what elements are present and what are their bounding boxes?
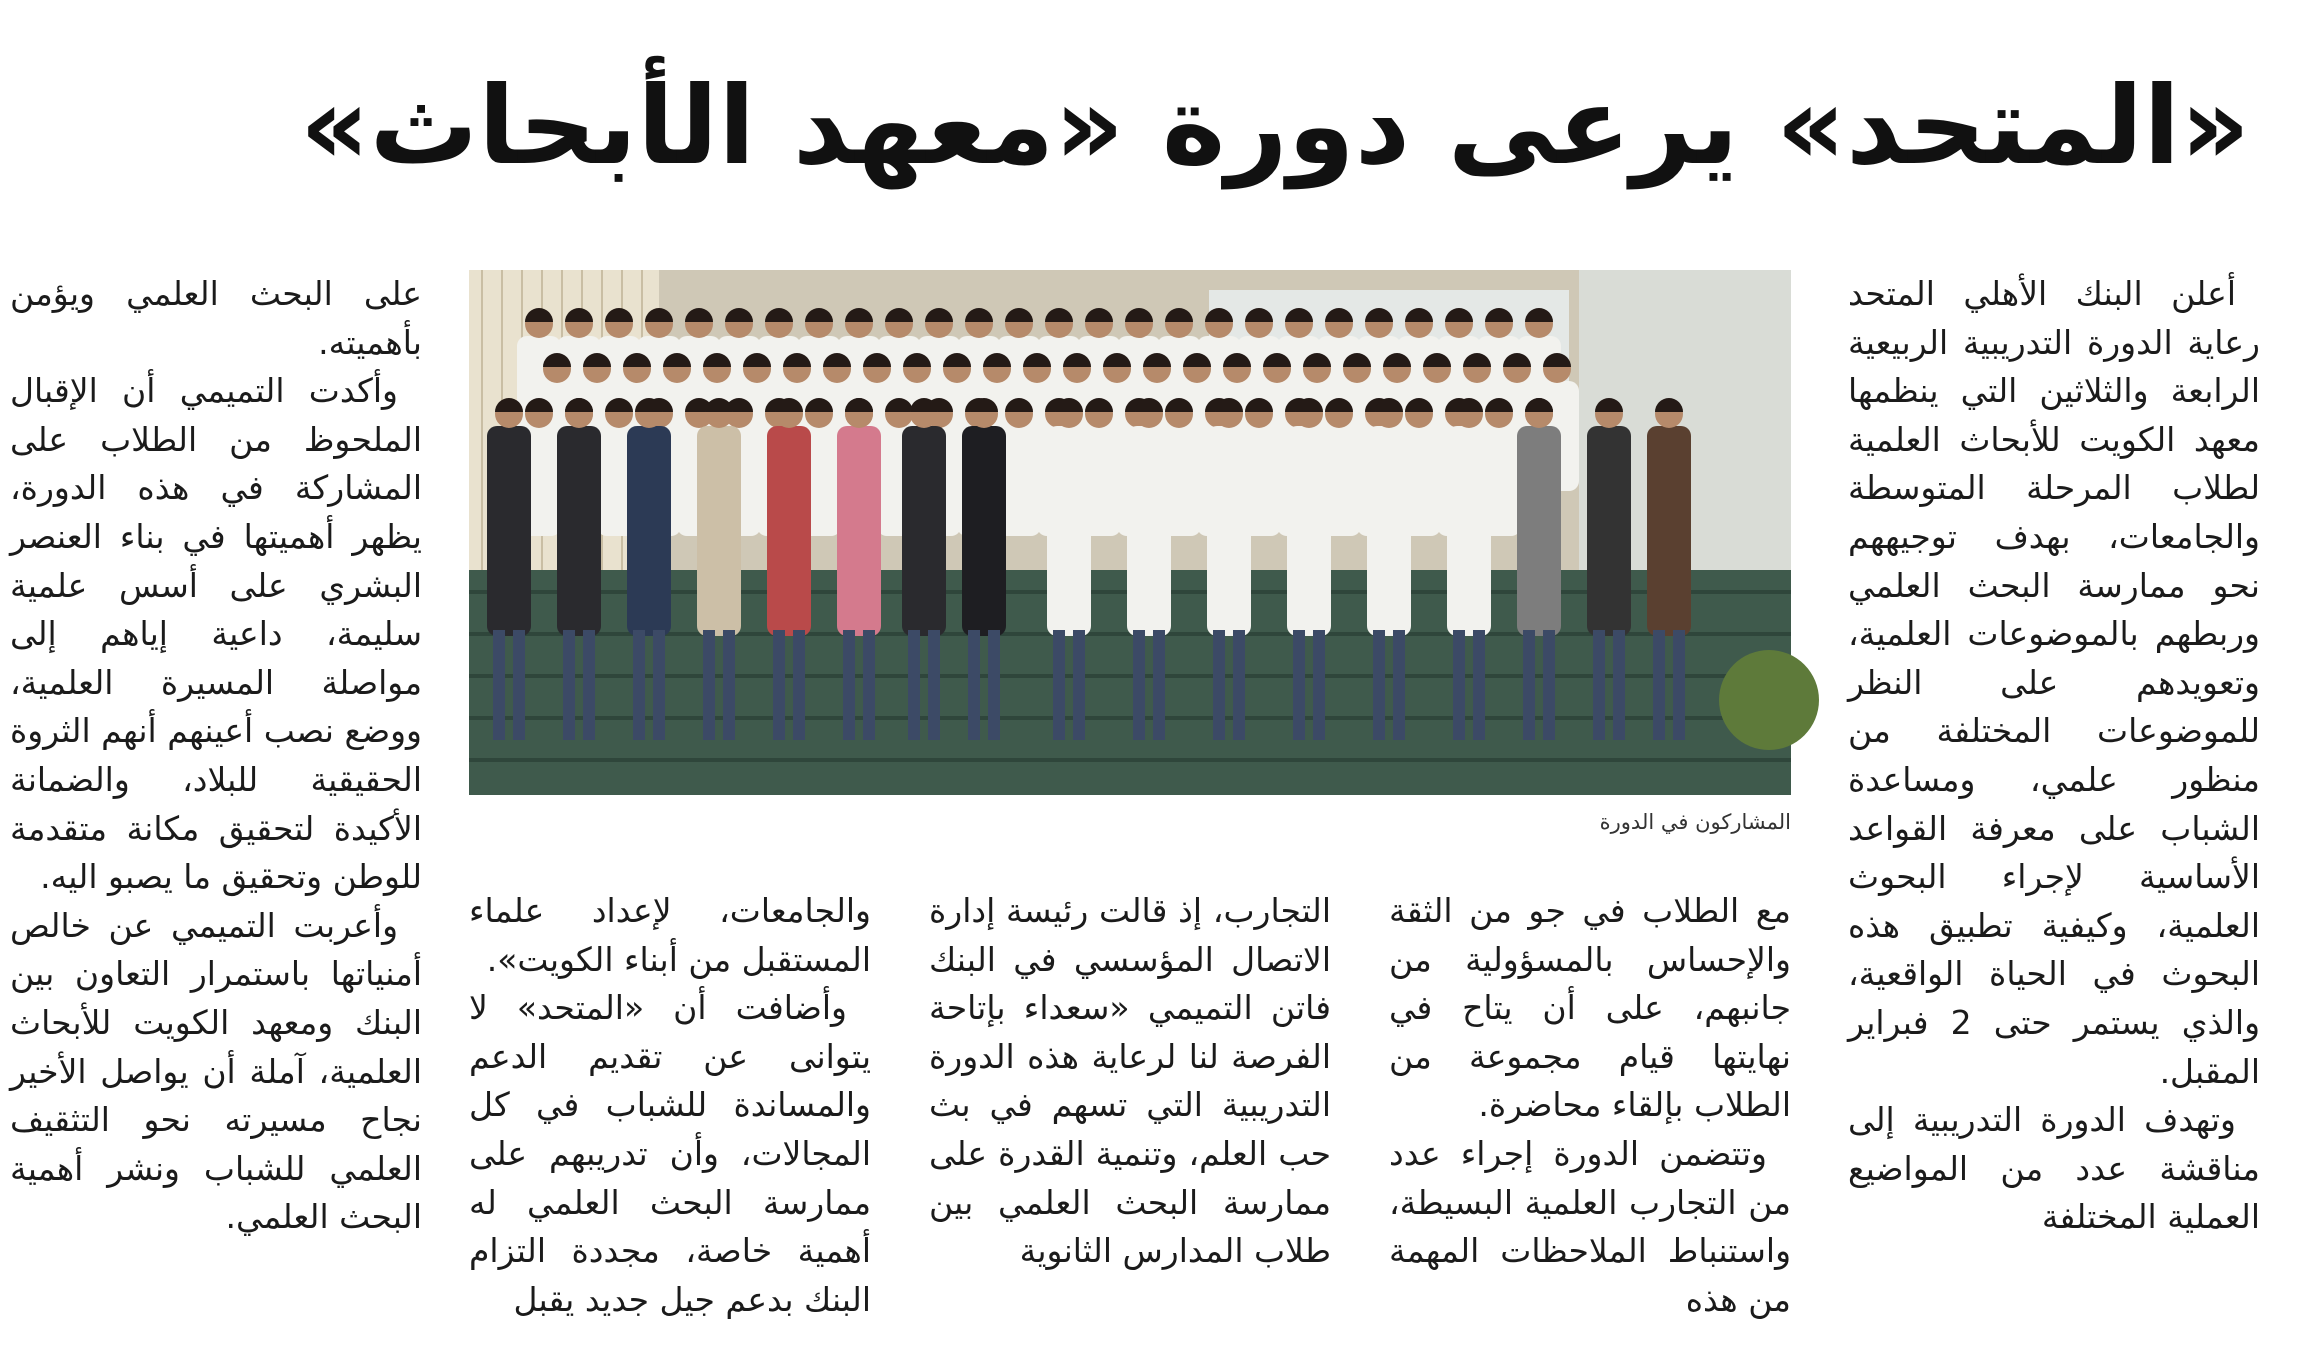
person-83-body bbox=[837, 426, 881, 636]
person-82-body bbox=[767, 426, 811, 636]
group-photo bbox=[469, 270, 1791, 795]
person-leg bbox=[908, 630, 920, 740]
person-78-body bbox=[487, 426, 531, 636]
person-89-body bbox=[1287, 426, 1331, 636]
person-leg bbox=[653, 630, 665, 740]
person-leg bbox=[1373, 630, 1385, 740]
person-leg bbox=[773, 630, 785, 740]
person-leg bbox=[793, 630, 805, 740]
paragraph: على البحث العلمي ويؤمن بأهميته. bbox=[10, 274, 422, 362]
person-leg bbox=[1313, 630, 1325, 740]
person-leg bbox=[1133, 630, 1145, 740]
paragraph: وأكدت التميمي أن الإقبال الملحوظ من الطلاب على المشاركة في هذه الدورة، يظهر أهميتها في بناء العنصر البشري على أسس علمية سليمة، داعية إياهم إلى مواصلة المسيرة العلمية، ووضع نصب أعينهم أنهم الثروة الحقيقية للبلاد، والضمانة الأكيدة لتحقيق مكانة متقدمة للوطن وتحقيق ما يصبو اليه. bbox=[10, 371, 422, 897]
person-leg bbox=[1673, 630, 1685, 740]
article-column-3 bbox=[929, 887, 1331, 1330]
person-leg bbox=[513, 630, 525, 740]
person-leg bbox=[1073, 630, 1085, 740]
person-88-body bbox=[1207, 426, 1251, 636]
paragraph: وتتضمن الدورة إجراء عدد من التجارب العلمية البسيطة، واستنباط الملاحظات المهمة من هذه bbox=[1389, 1133, 1791, 1319]
person-leg bbox=[928, 630, 940, 740]
person-leg bbox=[1593, 630, 1605, 740]
photo-stair-edge bbox=[469, 758, 1791, 762]
person-leg bbox=[493, 630, 505, 740]
paragraph: التجارب، إذ قالت رئيسة إدارة الاتصال المؤسسي في البنك فاتن التميمي «سعداء بإتاحة الفرصة لنا لرعاية هذه الدورة التدريبية التي تسهم في بث حب العلم، وتنمية القدرة على ممارسة البحث العلمي بين طلاب المدارس الثانوية bbox=[929, 891, 1331, 1271]
article-column-2 bbox=[1389, 887, 1791, 1330]
article-column-5 bbox=[10, 270, 422, 1330]
paragraph: أعلن البنك الأهلي المتحد رعاية الدورة التدريبية الربيعية الرابعة والثلاثين التي ينظمها معهد الكويت للأبحاث العلمية لطلاب المرحلة المتوسطة والجامعات، بهدف توجيههم نحو ممارسة البحث العلمي وربطهم بالموضوعات العلمية، وتعويدهم على النظر للموضوعات المختلفة من منظور علمي، ومساعدة الشباب على معرفة القواعد الأساسية لإجراء البحوث العلمية، وكيفية تطبيق هذه البحوث في الحياة الواقعية، والذي يستمر حتى 2 فبراير المقبل. bbox=[1848, 274, 2260, 1091]
person-leg bbox=[1473, 630, 1485, 740]
person-leg bbox=[988, 630, 1000, 740]
person-leg bbox=[563, 630, 575, 740]
article-column-4 bbox=[469, 887, 871, 1330]
person-leg bbox=[583, 630, 595, 740]
person-leg bbox=[633, 630, 645, 740]
person-84-body bbox=[902, 426, 946, 636]
person-91-body bbox=[1447, 426, 1491, 636]
person-leg bbox=[1393, 630, 1405, 740]
person-leg bbox=[1213, 630, 1225, 740]
article-column-1 bbox=[1848, 270, 2260, 1330]
paragraph: وتهدف الدورة التدريبية إلى مناقشة عدد من المواضيع العملية المختلفة bbox=[1848, 1100, 2260, 1237]
person-leg bbox=[1613, 630, 1625, 740]
person-80-body bbox=[627, 426, 671, 636]
photo-caption: المشاركون في الدورة bbox=[1599, 810, 1791, 834]
person-leg bbox=[1523, 630, 1535, 740]
photo-stair-edge bbox=[469, 716, 1791, 720]
person-90-body bbox=[1367, 426, 1411, 636]
person-94-body bbox=[1647, 426, 1691, 636]
person-leg bbox=[843, 630, 855, 740]
person-81-body bbox=[697, 426, 741, 636]
person-85-body bbox=[962, 426, 1006, 636]
paragraph: وأعربت التميمي عن خالص أمنياتها باستمرار التعاون بين البنك ومعهد الكويت للأبحاث العلمية، آملة أن يواصل الأخير نجاح مسيرته نحو التثقيف العلمي للشباب ونشر أهمية البحث العلمي. bbox=[10, 905, 422, 1237]
person-93-body bbox=[1587, 426, 1631, 636]
paragraph: مع الطلاب في جو من الثقة والإحساس بالمسؤولية من جانبهم، على أن يتاح في نهايتها قيام مجموعة من الطلاب بإلقاء محاضرة. bbox=[1389, 891, 1791, 1125]
person-79-body bbox=[557, 426, 601, 636]
group-photo-image bbox=[469, 270, 1791, 795]
person-leg bbox=[1653, 630, 1665, 740]
person-leg bbox=[1453, 630, 1465, 740]
person-leg bbox=[703, 630, 715, 740]
person-87-body bbox=[1127, 426, 1171, 636]
photo-plant bbox=[1719, 650, 1819, 750]
person-leg bbox=[1233, 630, 1245, 740]
person-leg bbox=[968, 630, 980, 740]
photo-stair-edge bbox=[469, 674, 1791, 678]
person-leg bbox=[723, 630, 735, 740]
person-leg bbox=[863, 630, 875, 740]
person-leg bbox=[1293, 630, 1305, 740]
paragraph: والجامعات، لإعداد علماء المستقبل من أبناء الكويت». bbox=[469, 891, 871, 979]
person-leg bbox=[1543, 630, 1555, 740]
headline: «المتحد» يرعى دورة «معهد الأبحاث» bbox=[299, 64, 2250, 189]
photo-panel-line bbox=[481, 270, 483, 600]
person-92-body bbox=[1517, 426, 1561, 636]
person-86-body bbox=[1047, 426, 1091, 636]
person-leg bbox=[1153, 630, 1165, 740]
paragraph: وأضافت أن «المتحد» لا يتوانى عن تقديم الدعم والمساندة للشباب في كل المجالات، وأن تدريبهم على ممارسة البحث العلمي له أهمية خاصة، مجددة التزام البنك بدعم جيل جديد يقبل bbox=[469, 988, 871, 1319]
person-leg bbox=[1053, 630, 1065, 740]
